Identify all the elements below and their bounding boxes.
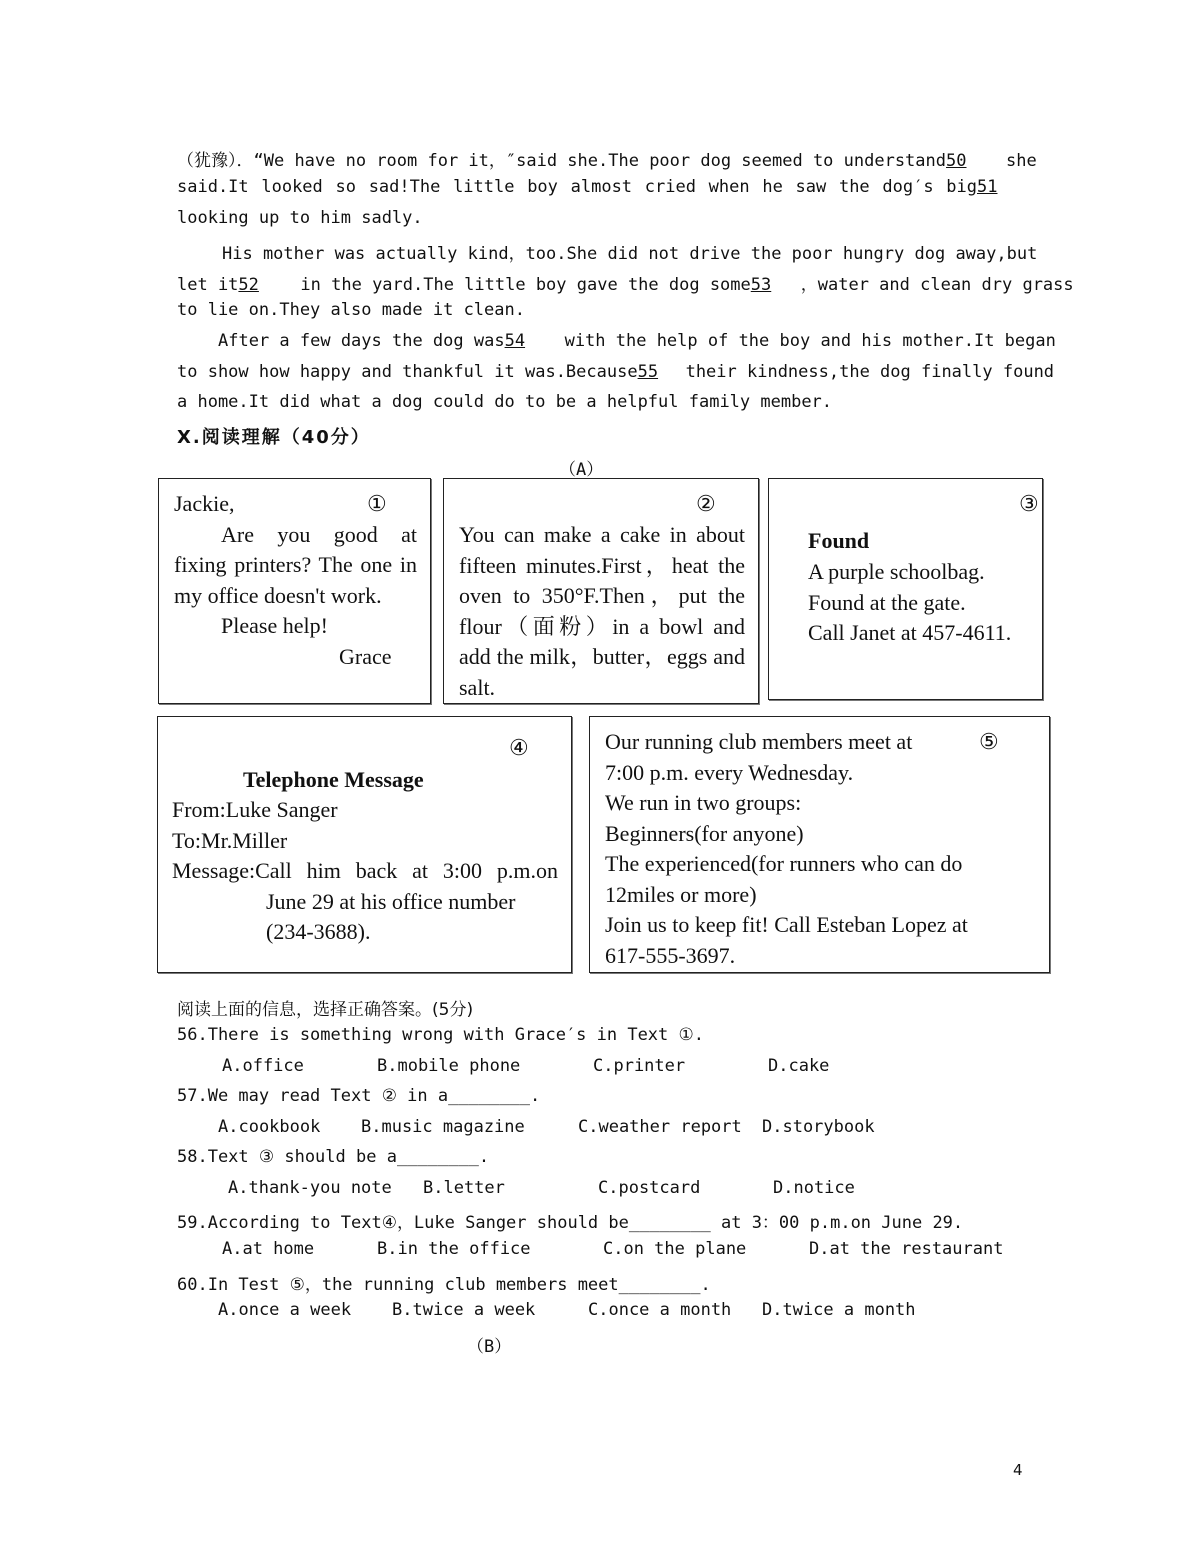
question-58-option-c[interactable]: C.postcard: [598, 1178, 701, 1198]
question-56-option-a[interactable]: A.office: [222, 1056, 304, 1076]
page-number: 4: [1013, 1461, 1023, 1479]
text-1-body: Are you good at fixing printers? The one in my office doesn't work.: [174, 521, 417, 608]
text-4-message-3: (234-3688).: [266, 919, 371, 944]
text-3-line-2: Found at the gate.: [808, 589, 966, 615]
part-a-label: （A）: [559, 460, 604, 480]
question-59-stem: 59.According to Text④，Luke Sanger should be________ at 3：00 p.m.on June 29.: [177, 1213, 964, 1233]
text-4-title: Telephone Message: [243, 767, 424, 792]
text-2-number: ②: [696, 491, 716, 516]
text-3-title: Found: [808, 528, 870, 553]
part-b-label: （B）: [467, 1337, 512, 1357]
text-2-body: You can make a cake in about fifteen minutes.First，heat the oven to 350°F.Then，put the flour（面粉）in a bowl and add the milk，butter，eggs and salt.: [459, 522, 745, 700]
passage-line-6: to lie on.They also made it clean.: [177, 300, 525, 320]
blank-50: 50: [946, 151, 967, 171]
text-1-help: Please help!: [221, 613, 328, 638]
question-57-option-b[interactable]: B.music magazine: [361, 1117, 525, 1137]
blank-52: 52: [238, 275, 259, 295]
question-60-option-c[interactable]: C.once a month: [588, 1300, 732, 1320]
blank-51: 51: [977, 177, 998, 197]
question-56-option-b[interactable]: B.mobile phone: [377, 1056, 521, 1076]
text-5-line-1: Our running club members meet at: [605, 729, 913, 754]
text-3-line-1: A purple schoolbag.: [808, 559, 985, 584]
question-58-option-d[interactable]: D.notice: [773, 1178, 855, 1198]
text-5-line-5: The experienced(for runners who can do: [605, 851, 963, 876]
question-59-option-c[interactable]: C.on the plane: [603, 1239, 747, 1259]
text-5-number: ⑤: [979, 729, 999, 754]
question-60-stem: 60.In Test ⑤，the running club members meet________.: [177, 1275, 711, 1295]
text-4-message-2: June 29 at his office number: [266, 888, 516, 914]
text-4-to: To:Mr.Miller: [172, 827, 288, 853]
question-58-stem: 58.Text ③ should be a________.: [177, 1147, 490, 1167]
text-1-signature: Grace: [339, 643, 392, 669]
text-5-line-6: 12miles or more): [605, 881, 757, 907]
text-3-number: ③: [1019, 491, 1039, 516]
question-59-option-a[interactable]: A.at home: [222, 1239, 315, 1259]
question-60-option-a[interactable]: A.once a week: [218, 1300, 352, 1320]
text-4-message-1: Message:Call him back at 3:00 p.m.on: [172, 858, 558, 883]
text-2-box: [443, 478, 759, 704]
question-57-option-a[interactable]: A.cookbook: [218, 1117, 321, 1137]
passage-line-3: looking up to him sadly.: [177, 208, 423, 228]
text-4-from: From:Luke Sanger: [172, 797, 338, 822]
blank-54: 54: [504, 331, 526, 351]
passage-line-4: His mother was actually kind，too.She did not drive the poor hungry dog away,but: [222, 244, 1038, 264]
text-4-box: [157, 716, 572, 973]
passage-line-2: said.It looked so sad!The little boy almost cried when he saw the dog′s big51: [177, 177, 1025, 197]
blank-55: 55: [637, 362, 659, 382]
question-57-option-c[interactable]: C.weather report: [578, 1117, 742, 1137]
question-58-option-b[interactable]: B.letter: [423, 1178, 505, 1198]
text-5-line-8: 617-555-3697.: [605, 942, 736, 968]
passage-line-9: a home.It did what a dog could do to be a helpful family member.: [177, 392, 833, 412]
question-56-stem: 56.There is something wrong with Grace′s in Text ①.: [177, 1025, 704, 1045]
text-5-line-2: 7:00 p.m. every Wednesday.: [605, 759, 854, 785]
passage-line-8: to show how happy and thankful it was.Because55 their kindness,the dog finally found: [177, 362, 1055, 382]
text-3-box: [768, 478, 1043, 700]
text-5-line-7: Join us to keep fit! Call Esteban Lopez at: [605, 912, 968, 937]
question-60-option-b[interactable]: B.twice a week: [392, 1300, 536, 1320]
text-4-number: ④: [509, 735, 529, 760]
passage-line-1: （犹豫）．“We have no room for it，″said she.The poor dog seemed to understand50 she: [177, 151, 1037, 171]
passage-line-5: let it52 in the yard.The little boy gave the dog some53 ，water and clean dry grass: [177, 275, 1074, 295]
passage-line-7: After a few days the dog was54 with the help of the boy and his mother.It began: [218, 331, 1056, 351]
text-5-line-3: We run in two groups:: [605, 790, 802, 815]
instruction: 阅读上面的信息，选择正确答案。(5分): [177, 1000, 474, 1020]
question-56-option-c[interactable]: C.printer: [593, 1056, 686, 1076]
question-60-option-d[interactable]: D.twice a month: [762, 1300, 916, 1320]
question-57-stem: 57.We may read Text ② in a________.: [177, 1086, 541, 1106]
question-59-option-d[interactable]: D.at the restaurant: [809, 1239, 1004, 1259]
text-5-line-4: Beginners(for anyone): [605, 820, 804, 846]
question-57-option-d[interactable]: D.storybook: [762, 1117, 875, 1137]
blank-53: 53: [750, 275, 772, 295]
text-1-number: ①: [367, 491, 387, 516]
text-1-greeting: Jackie,: [174, 491, 235, 516]
section-title: X.阅读理解（40分）: [177, 427, 371, 448]
text-3-line-3: Call Janet at 457-4611.: [808, 620, 1012, 645]
question-58-option-a[interactable]: A.thank-you note: [228, 1178, 392, 1198]
text-1-box: [158, 478, 431, 704]
question-59-option-b[interactable]: B.in the office: [377, 1239, 531, 1259]
text-5-box: [589, 716, 1050, 973]
question-56-option-d[interactable]: D.cake: [768, 1056, 830, 1076]
